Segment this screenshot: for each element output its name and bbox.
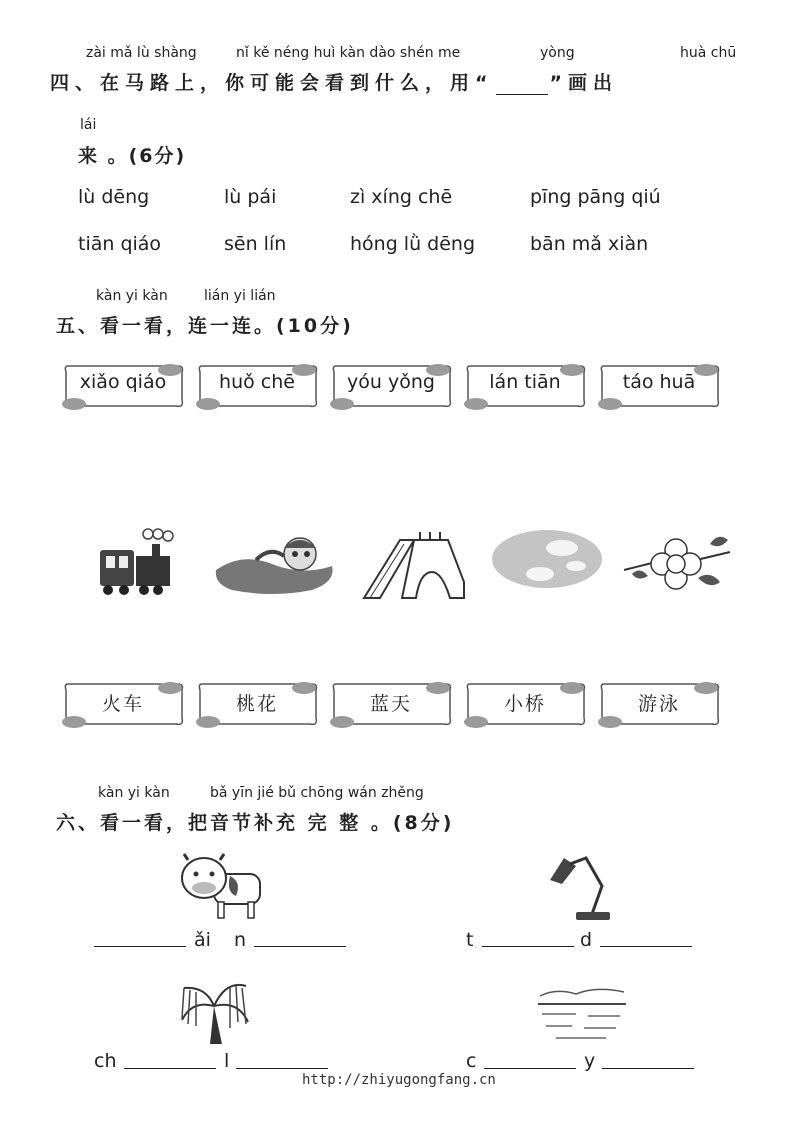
s4-pinyin-b: nǐ kě néng huì kàn dào shén me (236, 45, 461, 61)
river-icon (536, 984, 628, 1048)
willow-blank-1[interactable] (124, 1068, 216, 1069)
cow-syllable-mid: ǎi (194, 929, 211, 951)
pinyin-card-2[interactable] (196, 362, 318, 404)
peach-blossom-icon[interactable] (618, 526, 734, 600)
bridge-icon[interactable] (360, 528, 468, 604)
lamp-blank-2[interactable] (600, 946, 692, 947)
s4-word-4[interactable]: pīng pāng qiú (530, 186, 661, 208)
s4-title-line2: 来 。(6分) (78, 145, 187, 167)
pinyin-card-3[interactable] (330, 362, 452, 404)
s4-title-line1: 四、在马路上，你可能会看到什么，用“ ”画出 (50, 72, 618, 94)
lamp-icon (546, 852, 612, 926)
hanzi-card-label: 游泳 (637, 693, 680, 715)
train-icon[interactable] (96, 526, 180, 604)
pinyin-card-1[interactable] (62, 362, 184, 404)
cow-blank-2[interactable] (254, 946, 346, 947)
s4-pinyin-a: zài mǎ lù shàng (86, 45, 197, 61)
hanzi-card-label: 小桥 (503, 693, 546, 715)
s6-pinyin-b: bǎ yīn jié bǔ chōng wán zhěng (210, 785, 424, 801)
s6-pinyin-a: kàn yi kàn (98, 785, 170, 801)
s4-word-8[interactable]: bān mǎ xiàn (530, 233, 649, 255)
cow-icon (178, 852, 264, 926)
willow-syllable-mid: l (224, 1050, 230, 1072)
s4-pinyin-c: yòng (540, 45, 575, 61)
hanzi-card-label: 火车 (101, 693, 144, 715)
s4-word-2[interactable]: lù pái (224, 186, 277, 208)
pinyin-card-4[interactable] (464, 362, 586, 404)
cow-blank-1[interactable] (94, 946, 186, 947)
s5-pinyin-b: lián yi lián (204, 288, 276, 304)
s6-title: 六、看一看，把音节补充 完 整 。(8分) (56, 812, 455, 834)
lamp-syllable-mid: d (580, 929, 593, 951)
s4-word-1[interactable]: lù dēng (78, 186, 150, 208)
pinyin-card-label: lán tiān (489, 371, 561, 393)
pinyin-card-label: xiǎo qiáo (79, 371, 167, 393)
cow-syllable-mid2: n (234, 929, 247, 951)
swimmer-icon[interactable] (212, 530, 336, 600)
lamp-syllable-left: t (466, 929, 474, 951)
hanzi-card-1[interactable] (62, 680, 184, 722)
pinyin-card-label: yóu yǒng (347, 371, 435, 393)
pinyin-card-label: táo huā (622, 371, 696, 393)
river-blank-2[interactable] (602, 1068, 694, 1069)
hanzi-card-5[interactable] (598, 680, 720, 722)
hanzi-card-3[interactable] (330, 680, 452, 722)
pinyin-card-label: huǒ chē (219, 371, 295, 393)
s4-word-5[interactable]: tiān qiáo (78, 233, 162, 255)
s4-word-6[interactable]: sēn lín (224, 233, 287, 255)
river-syllable-left: c (466, 1050, 477, 1072)
willow-syllable-left: ch (94, 1050, 117, 1072)
s4-pinyin-d: huà chū (680, 45, 737, 61)
pinyin-card-5[interactable] (598, 362, 720, 404)
sky-icon[interactable] (490, 528, 604, 594)
willow-tree-icon (176, 976, 252, 1050)
footer-url[interactable]: http://zhiyugongfang.cn (302, 1072, 496, 1088)
s4-word-3[interactable]: zì xíng chē (350, 186, 453, 208)
s5-pinyin-a: kàn yi kàn (96, 288, 168, 304)
hanzi-card-label: 蓝天 (369, 693, 412, 715)
willow-blank-2[interactable] (236, 1068, 328, 1069)
s4-mark-blank (496, 74, 548, 95)
lamp-blank-1[interactable] (482, 946, 574, 947)
hanzi-card-4[interactable] (464, 680, 586, 722)
s5-title: 五、看一看，连一连。(10分) (56, 315, 354, 337)
river-blank-1[interactable] (484, 1068, 576, 1069)
s4-word-7[interactable]: hóng lǜ dēng (350, 233, 476, 255)
s4-pinyin-lai: lái (80, 117, 97, 133)
hanzi-card-label: 桃花 (235, 693, 278, 715)
hanzi-card-2[interactable] (196, 680, 318, 722)
river-syllable-mid: y (584, 1050, 596, 1072)
